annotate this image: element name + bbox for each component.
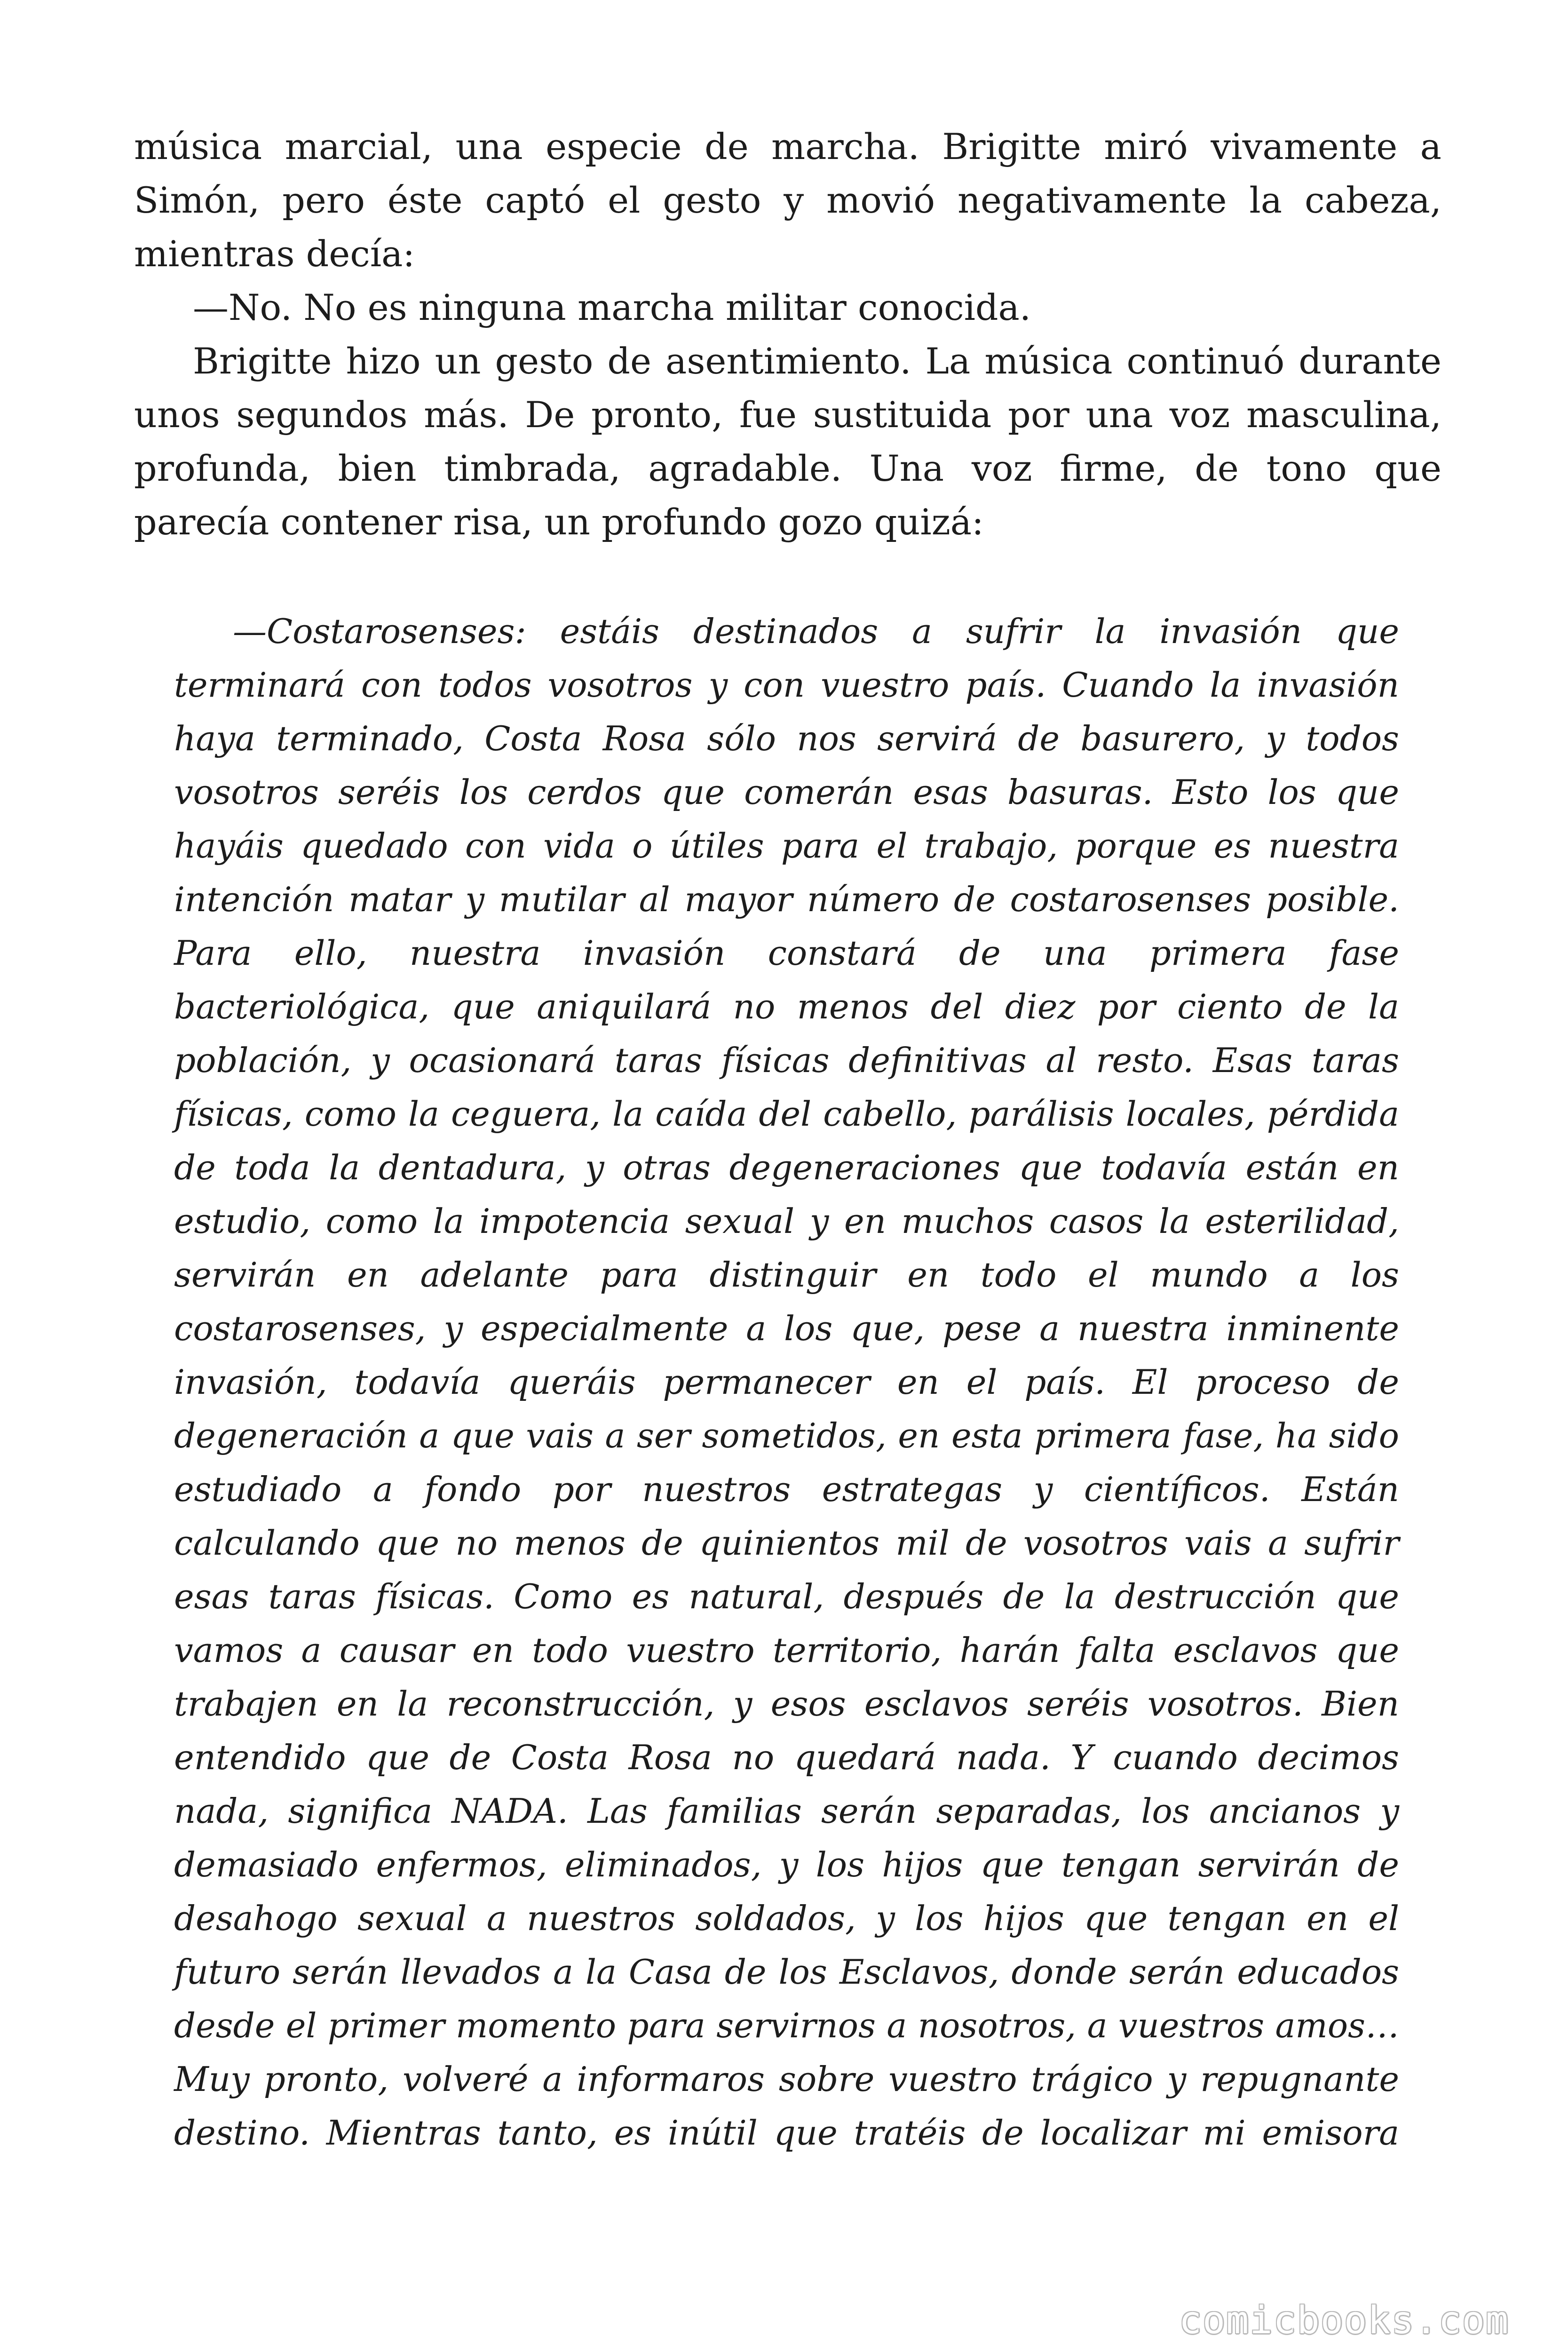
quote-paragraph: —Costarosenses: estáis destinados a sufrir la invasión que terminará con todos vosotros y con vuestro país. Cuando la invasión haya terminado, Costa Rosa sólo nos servirá de basurero, y todos vosotros seréis los cerdos que comerán esas basuras. Esto los que hayáis quedado con vida o útiles para el trabajo, porque es nuestra intención matar y mutilar al mayor número de costarosenses posible. Para ello, nuestra invasión constará de una primera fase bacteriológica, que aniquilará no menos del diez por ciento de la población, y ocasionará taras físicas definitivas al resto. Esas taras físicas, como la ceguera, la caída del cabello, parálisis locales, pérdida de toda la dentadura, y otras degeneraciones que todavía están en estudio, como la impotencia sexual y en muchos casos la esterilidad, servirán en adelante para distinguir en todo el mundo a los costarosenses, y especialmente a los que, pese a nuestra inminente invasión, todavía queráis permanecer en el país. El proceso de degeneración a que vais a ser sometidos, en esta primera fase, ha sido estudiado a fondo por nuestros estrategas y científicos. Están calculando que no menos de quinientos mil de vosotros vais a sufrir esas taras físicas. Como es natural, después de la destrucción que vamos a causar en todo vuestro territorio, harán falta esclavos que trabajen en la reconstrucción, y esos esclavos seréis vosotros. Bien entendido que de Costa Rosa no quedará nada. Y cuando decimos nada, significa NADA. Las familias serán separadas, los ancianos y demasiado enfermos, eliminados, y los hijos que tengan servirán de desahogo sexual a nuestros soldados, y los hijos que tengan en el futuro serán llevados a la Casa de los Esclavos, donde serán educados desde el primer momento para servirnos a nosotros, a vuestros amos… Muy pronto, volveré a informaros sobre vuestro trágico y repugnante destino. Mientras tanto, es inútil que tratéis de localizar mi emisora bbox=[174, 612, 1399, 2153]
watermark-logo: comicbooks.com bbox=[1179, 2298, 1509, 2342]
narrative-text bbox=[134, 120, 1441, 549]
broadcast-quote bbox=[174, 604, 1399, 2160]
paragraph-dialogue: —No. No es ninguna marcha militar conocida. bbox=[193, 286, 1031, 328]
paragraph-continuation: música marcial, una especie de marcha. Brigitte miró vivamente a Simón, pero éste captó el gesto y movió negativamente la cabeza, mientras decía: bbox=[134, 126, 1441, 275]
paragraph-narration: Brigitte hizo un gesto de asentimiento. La música continuó durante unos segundos más. De pronto, fue sustituida por una voz masculina, profunda, bien timbrada, agradable. Una voz firme, de tono que parecía contener risa, un profundo gozo quizá: bbox=[134, 340, 1441, 543]
